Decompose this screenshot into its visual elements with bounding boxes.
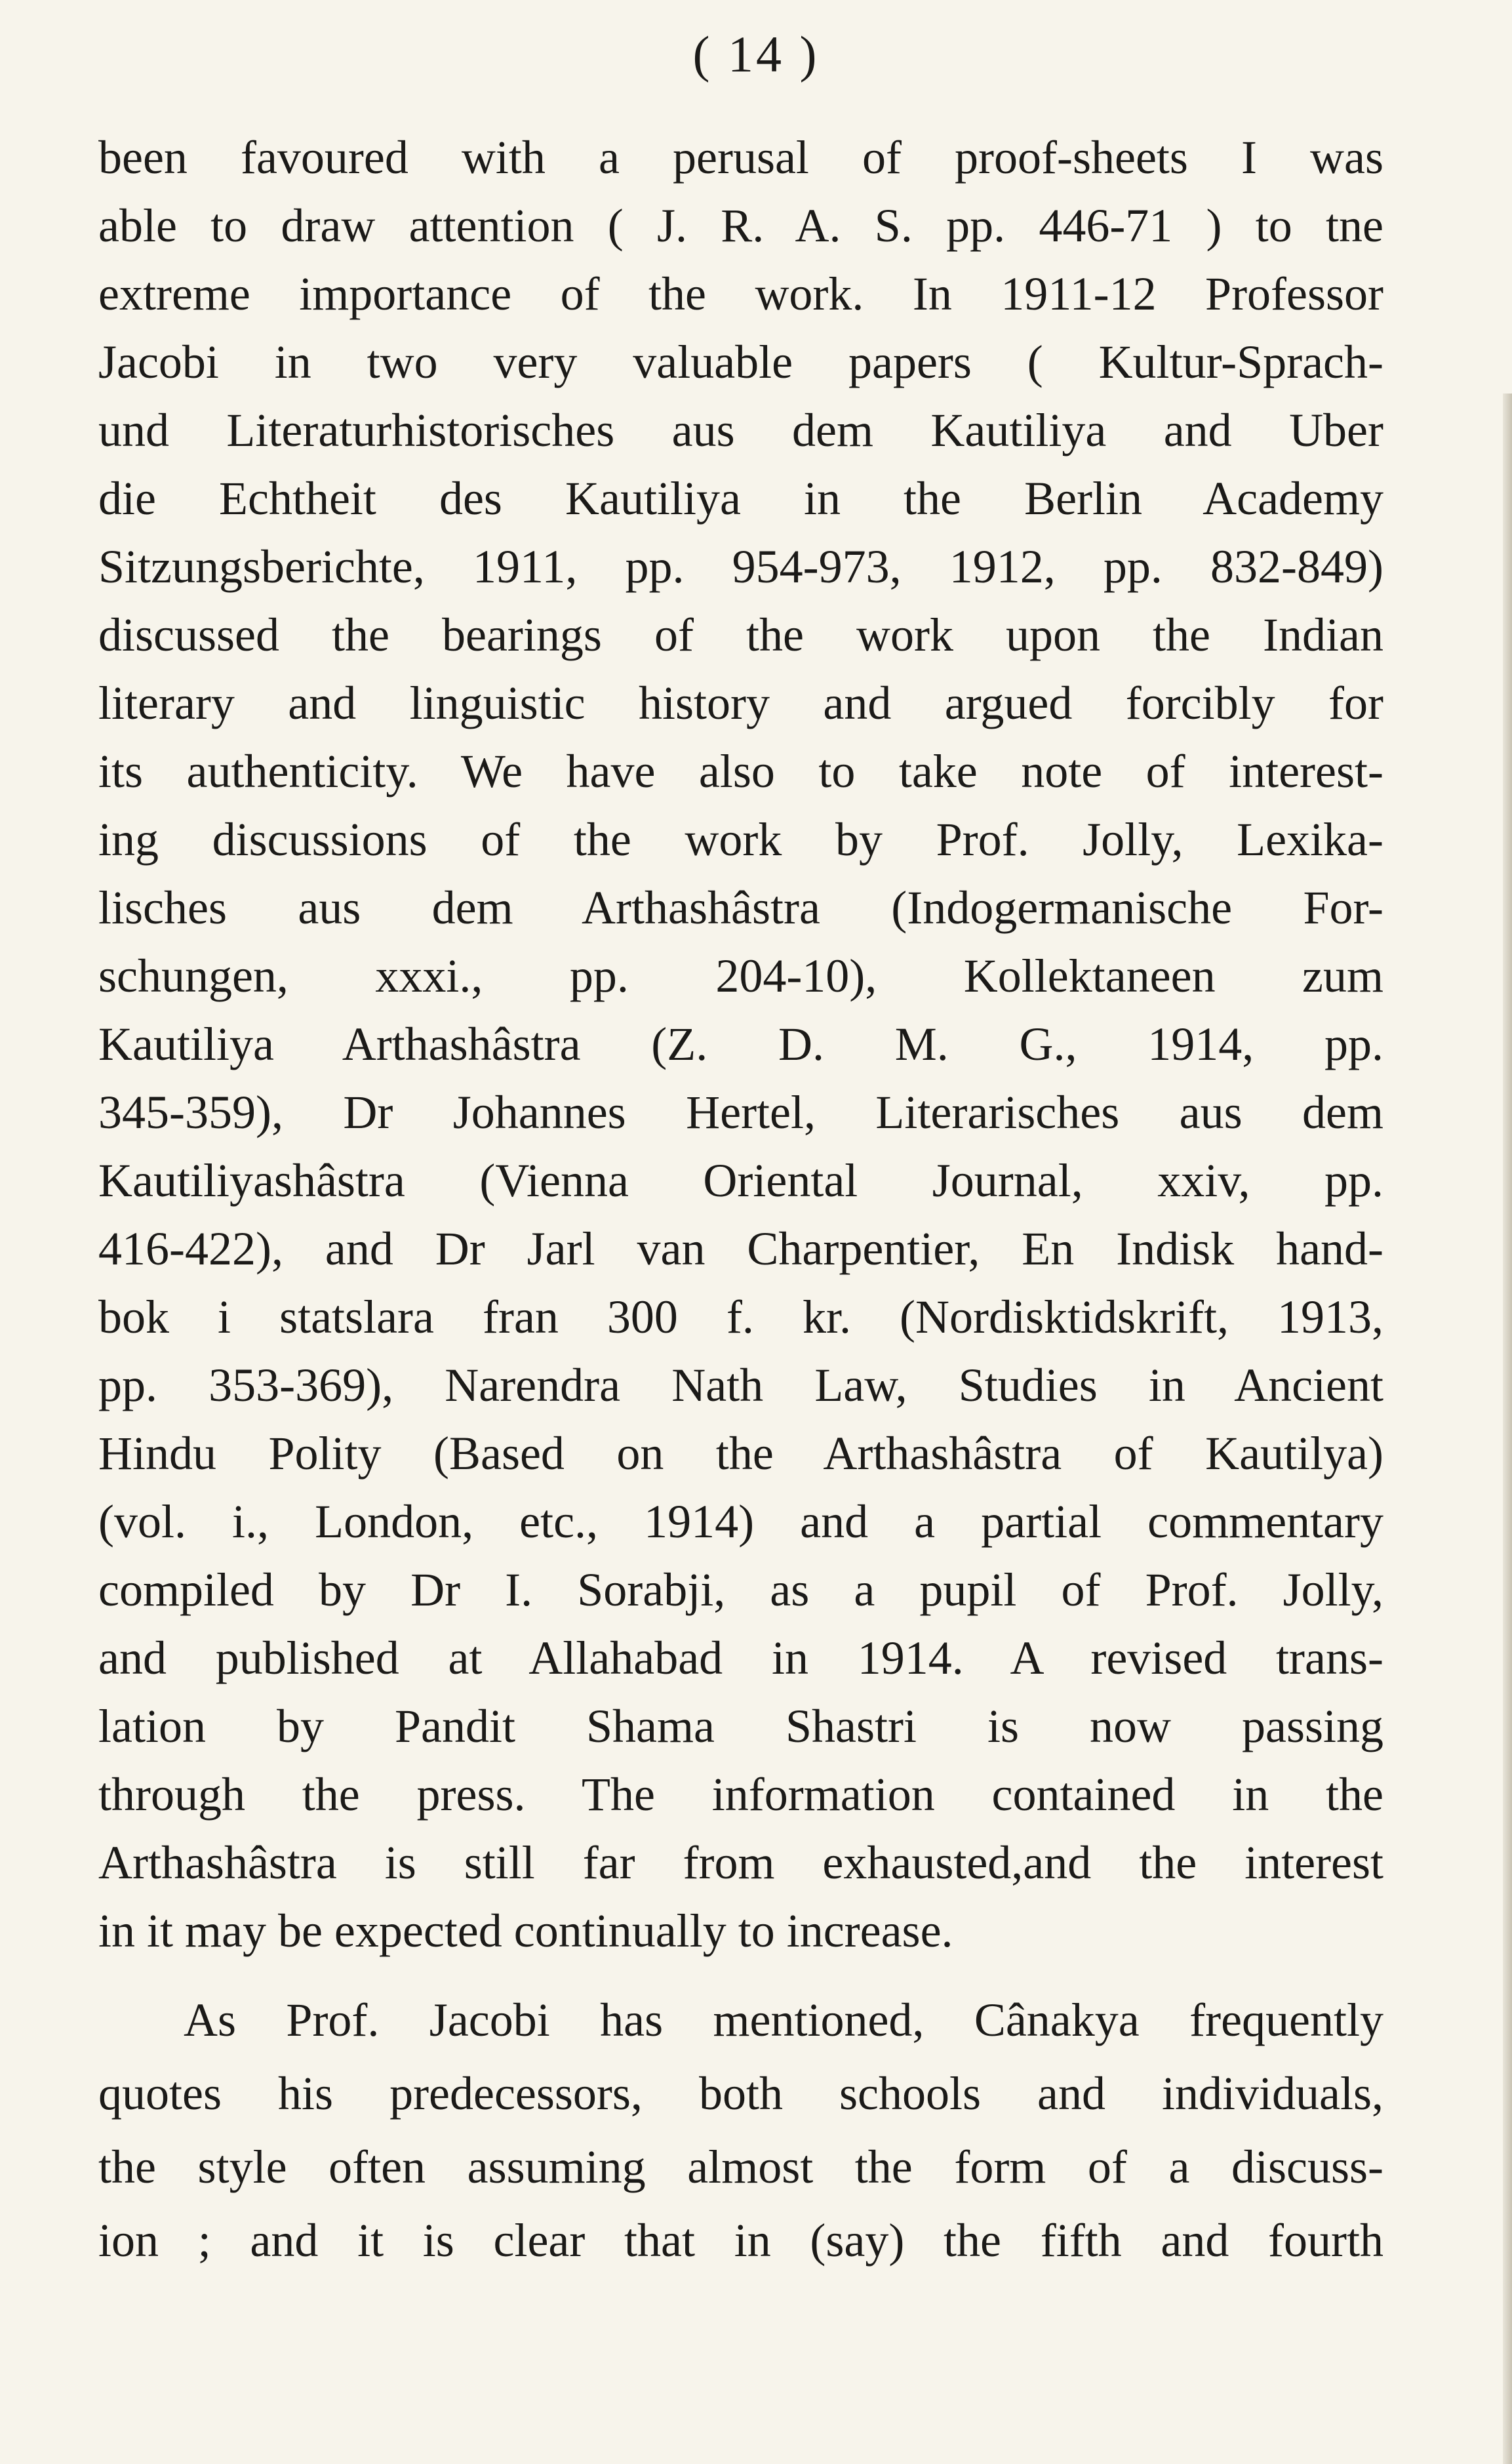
text-line: Kautiliya Arthashâstra (Z. D. M. G., 1914, pp. — [98, 1018, 1383, 1070]
text-line: As Prof. Jacobi has mentioned, Cânakya frequently — [184, 1994, 1383, 2046]
text-line: Hindu Polity (Based on the Arthashâstra of Kautilya) — [98, 1427, 1383, 1480]
text-line: 345-359), Dr Johannes Hertel, Literarisches aus dem — [98, 1086, 1383, 1139]
text-line: literary and linguistic history and argued forcibly for — [98, 677, 1383, 729]
text-line: schungen, xxxi., pp. 204-10), Kollektaneen zum — [98, 950, 1383, 1002]
text-line: discussed the bearings of the work upon the Indian — [98, 609, 1383, 661]
text-line: ion ; and it is clear that in (say) the fifth and fourth — [98, 2214, 1383, 2267]
text-line: 416-422), and Dr Jarl van Charpentier, En Indisk hand- — [98, 1222, 1383, 1275]
text-line: Arthashâstra is still far from exhausted,and the interest — [98, 1836, 1383, 1889]
text-line: Sitzungsberichte, 1911, pp. 954-973, 1912, pp. 832-849) — [98, 540, 1383, 593]
text-line: extreme importance of the work. In 1911-12 Professor — [98, 268, 1383, 320]
text-line: ing discussions of the work by Prof. Jolly, Lexika- — [98, 813, 1383, 866]
text-line: pp. 353-369), Narendra Nath Law, Studies in Ancient — [98, 1359, 1383, 1411]
text-line: the style often assuming almost the form of a discuss- — [98, 2141, 1383, 2193]
text-line: lation by Pandit Shama Shastri is now passing — [98, 1700, 1383, 1752]
text-line: been favoured with a perusal of proof-sheets I was — [98, 131, 1383, 184]
page-number: ( 14 ) — [692, 26, 820, 83]
text-line: and published at Allahabad in 1914. A revised trans- — [98, 1632, 1383, 1684]
text-line: compiled by Dr I. Sorabji, as a pupil of Prof. Jolly, — [98, 1564, 1383, 1616]
text-line: in it may be expected continually to increase. — [98, 1905, 953, 1957]
text-line: und Literaturhistorisches aus dem Kautiliya and Uber — [98, 404, 1383, 456]
text-line: its authenticity. We have also to take note of interest- — [98, 745, 1383, 798]
text-line: quotes his predecessors, both schools and individuals, — [98, 2067, 1383, 2120]
text-line: (vol. i., London, etc., 1914) and a partial commentary — [98, 1495, 1383, 1548]
text-line: Kautiliyashâstra (Vienna Oriental Journal, xxiv, pp. — [98, 1154, 1383, 1207]
text-line: Jacobi in two very valuable papers ( Kultur-Sprach- — [98, 336, 1383, 388]
text-line: die Echtheit des Kautiliya in the Berlin Academy — [98, 472, 1383, 525]
page-edge — [1503, 394, 1512, 2464]
text-line: able to draw attention ( J. R. A. S. pp. 446-71 ) to tne — [98, 199, 1383, 252]
text-line: lisches aus dem Arthashâstra (Indogermanische For- — [98, 881, 1383, 934]
text-line: through the press. The information contained in the — [98, 1768, 1383, 1821]
text-line: bok i statslara fran 300 f. kr. (Nordisktidskrift, 1913, — [98, 1291, 1383, 1343]
